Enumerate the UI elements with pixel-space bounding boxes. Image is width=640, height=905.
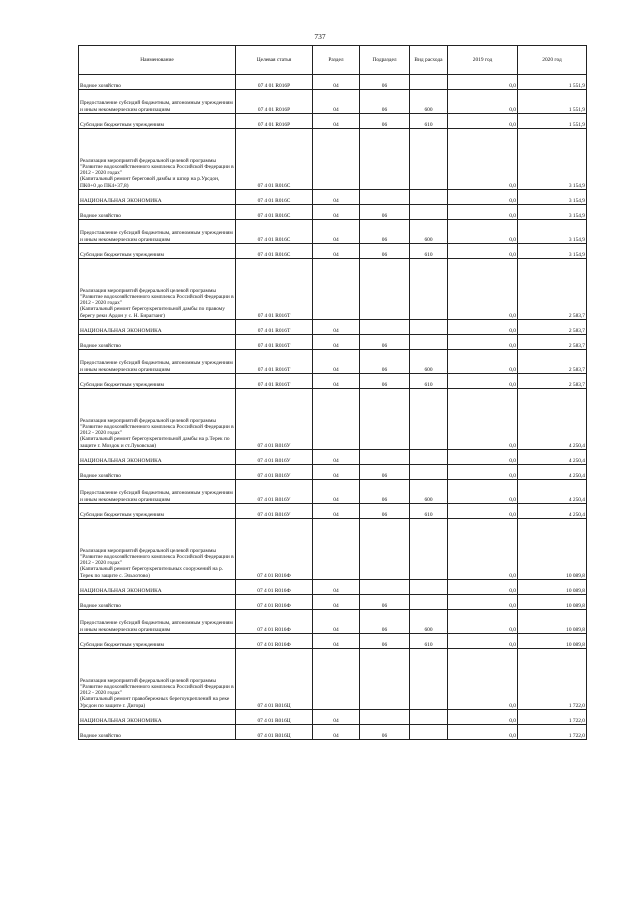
table-row (79, 710, 587, 725)
row-name: Реализация мероприятий федеральной целевой программы "Развитие водохозяйственного комплекса Российской Федерации в 2012 - 2020 годах" (Капитальный ремонт береговой дамбы и шпор на р.Урсдон, ПК0+0 до ПК4+37,8) (79, 129, 236, 190)
row-2020-value: 10 089,8 (518, 595, 587, 610)
page-number: 737 (314, 32, 326, 41)
row-expense-type (410, 190, 448, 205)
row-subsection (360, 519, 410, 580)
row-expense-type (410, 519, 448, 580)
row-name: Водное хозяйство (79, 205, 236, 220)
row-section (313, 649, 360, 710)
table-row (79, 90, 587, 114)
row-section (313, 389, 360, 450)
row-section: 04 (313, 450, 360, 465)
row-subsection: 06 (360, 350, 410, 374)
col-subsection-header: Подраздел (360, 46, 410, 75)
row-2020-value: 10 089,8 (518, 634, 587, 649)
row-2020-value: 2 583,7 (518, 350, 587, 374)
row-2019-value: 0,0 (448, 190, 518, 205)
row-subsection: 06 (360, 504, 410, 519)
row-2020-value: 2 583,7 (518, 374, 587, 389)
row-name: Субсидии бюджетным учреждениям (79, 634, 236, 649)
row-subsection (360, 710, 410, 725)
row-expense-type (410, 725, 448, 740)
row-subsection (360, 580, 410, 595)
row-expense-type (410, 710, 448, 725)
row-2020-value: 2 583,7 (518, 259, 587, 320)
col-section-header: Раздел (313, 46, 360, 75)
row-target-article: 07 4 01 R016P (236, 75, 313, 90)
row-expense-type (410, 320, 448, 335)
row-name: Водное хозяйство (79, 335, 236, 350)
row-subsection: 06 (360, 244, 410, 259)
row-name: Субсидии бюджетным учреждениям (79, 504, 236, 519)
row-2020-value: 3 154,9 (518, 220, 587, 244)
row-subsection: 06 (360, 610, 410, 634)
row-2019-value: 0,0 (448, 710, 518, 725)
row-2019-value: 0,0 (448, 244, 518, 259)
row-2019-value: 0,0 (448, 465, 518, 480)
row-2020-value: 4 250,4 (518, 450, 587, 465)
row-target-article: 07 4 01 R016Ф (236, 519, 313, 580)
row-section: 04 (313, 504, 360, 519)
row-2020-value: 2 583,7 (518, 335, 587, 350)
row-2020-value: 4 250,4 (518, 480, 587, 504)
table-row (79, 129, 587, 190)
row-2020-value: 4 250,4 (518, 504, 587, 519)
row-2019-value: 0,0 (448, 504, 518, 519)
table-row (79, 350, 587, 374)
row-subsection: 06 (360, 205, 410, 220)
row-target-article: 07 4 01 R016T (236, 374, 313, 389)
col-2019-header: 2019 год (448, 46, 518, 75)
row-2019-value: 0,0 (448, 450, 518, 465)
row-section: 04 (313, 205, 360, 220)
row-target-article: 07 4 01 R016T (236, 350, 313, 374)
table-row (79, 335, 587, 350)
row-expense-type: 610 (410, 504, 448, 519)
row-target-article: 07 4 01 R016T (236, 335, 313, 350)
row-expense-type (410, 335, 448, 350)
row-section: 04 (313, 610, 360, 634)
row-name: НАЦИОНАЛЬНАЯ ЭКОНОМИКА (79, 710, 236, 725)
row-expense-type: 600 (410, 610, 448, 634)
row-target-article: 07 4 01 R016У (236, 465, 313, 480)
row-target-article: 07 4 01 R016У (236, 480, 313, 504)
col-target-article-header: Целевая статья (236, 46, 313, 75)
row-2019-value: 0,0 (448, 519, 518, 580)
table-row (79, 649, 587, 710)
row-2019-value: 0,0 (448, 205, 518, 220)
row-expense-type (410, 389, 448, 450)
row-name: Предоставление субсидий бюджетным, автономным учреждениям и иным некоммерческим организациям (79, 220, 236, 244)
row-2020-value: 1 551,9 (518, 90, 587, 114)
row-2020-value: 4 250,4 (518, 389, 587, 450)
row-2020-value: 4 250,4 (518, 465, 587, 480)
table-row (79, 320, 587, 335)
row-section: 04 (313, 374, 360, 389)
row-target-article: 07 4 01 R016Ф (236, 610, 313, 634)
row-2019-value: 0,0 (448, 114, 518, 129)
row-section (313, 259, 360, 320)
row-name: НАЦИОНАЛЬНАЯ ЭКОНОМИКА (79, 320, 236, 335)
row-name: НАЦИОНАЛЬНАЯ ЭКОНОМИКА (79, 450, 236, 465)
row-2019-value: 0,0 (448, 389, 518, 450)
row-name: Субсидии бюджетным учреждениям (79, 244, 236, 259)
row-target-article: 07 4 01 R016С (236, 205, 313, 220)
row-name: Предоставление субсидий бюджетным, автономным учреждениям и иным некоммерческим организациям (79, 350, 236, 374)
row-expense-type: 610 (410, 244, 448, 259)
row-2019-value: 0,0 (448, 595, 518, 610)
row-subsection (360, 389, 410, 450)
row-2020-value: 1 722,0 (518, 649, 587, 710)
row-2020-value: 2 583,7 (518, 320, 587, 335)
row-expense-type (410, 75, 448, 90)
row-subsection: 06 (360, 220, 410, 244)
table-row (79, 610, 587, 634)
row-section: 04 (313, 190, 360, 205)
row-subsection (360, 649, 410, 710)
table-row (79, 205, 587, 220)
row-2019-value: 0,0 (448, 129, 518, 190)
row-expense-type: 610 (410, 634, 448, 649)
row-expense-type (410, 595, 448, 610)
row-section: 04 (313, 465, 360, 480)
row-subsection: 06 (360, 595, 410, 610)
row-subsection: 06 (360, 465, 410, 480)
row-subsection: 06 (360, 725, 410, 740)
table-row (79, 450, 587, 465)
table-row (79, 190, 587, 205)
row-expense-type: 610 (410, 374, 448, 389)
table-row (79, 244, 587, 259)
row-target-article: 07 4 01 R016У (236, 504, 313, 519)
row-name: Водное хозяйство (79, 595, 236, 610)
row-subsection (360, 129, 410, 190)
row-2019-value: 0,0 (448, 725, 518, 740)
row-name: Предоставление субсидий бюджетным, автономным учреждениям и иным некоммерческим организациям (79, 480, 236, 504)
table-row (79, 725, 587, 740)
row-name: НАЦИОНАЛЬНАЯ ЭКОНОМИКА (79, 580, 236, 595)
row-name: Субсидии бюджетным учреждениям (79, 114, 236, 129)
row-section: 04 (313, 710, 360, 725)
col-2020-header: 2020 год (518, 46, 587, 75)
row-subsection: 06 (360, 114, 410, 129)
row-section: 04 (313, 595, 360, 610)
row-2019-value: 0,0 (448, 580, 518, 595)
row-expense-type: 600 (410, 480, 448, 504)
row-2020-value: 3 154,9 (518, 129, 587, 190)
row-name: Водное хозяйство (79, 725, 236, 740)
row-2019-value: 0,0 (448, 480, 518, 504)
row-target-article: 07 4 01 R016С (236, 190, 313, 205)
row-section: 04 (313, 350, 360, 374)
row-section (313, 519, 360, 580)
row-expense-type: 600 (410, 220, 448, 244)
row-2019-value: 0,0 (448, 374, 518, 389)
row-2020-value: 1 551,9 (518, 114, 587, 129)
row-2020-value: 10 089,8 (518, 610, 587, 634)
row-target-article: 07 4 01 R016У (236, 389, 313, 450)
row-subsection (360, 259, 410, 320)
row-section (313, 129, 360, 190)
row-2019-value: 0,0 (448, 220, 518, 244)
row-2019-value: 0,0 (448, 350, 518, 374)
row-target-article: 07 4 01 R016Ц (236, 649, 313, 710)
row-section: 04 (313, 335, 360, 350)
row-name: Реализация мероприятий федеральной целевой программы "Развитие водохозяйственного комплекса Российской Федерации в 2012 - 2020 годах" (Капитальный ремонт берегоукрепительной дамбы на р.Терек по защите г. Моздок и ст.Луковская) (79, 389, 236, 450)
row-name: Водное хозяйство (79, 75, 236, 90)
row-subsection: 06 (360, 90, 410, 114)
row-target-article: 07 4 01 R016Ц (236, 725, 313, 740)
row-target-article: 07 4 01 R016С (236, 129, 313, 190)
row-2020-value: 3 154,9 (518, 205, 587, 220)
header-row (79, 46, 587, 75)
row-2019-value: 0,0 (448, 634, 518, 649)
table-row (79, 75, 587, 90)
row-expense-type (410, 259, 448, 320)
row-subsection: 06 (360, 75, 410, 90)
row-2020-value: 1 722,0 (518, 725, 587, 740)
row-name: Реализация мероприятий федеральной целевой программы "Развитие водохозяйственного комплекса Российской Федерации в 2012 - 2020 годах" (Капитальный ремонт берегоукрепительных сооружений на р. Терек по защите с. Эльхотово) (79, 519, 236, 580)
row-target-article: 07 4 01 R016У (236, 450, 313, 465)
row-target-article: 07 4 01 R016T (236, 259, 313, 320)
row-2020-value: 3 154,9 (518, 190, 587, 205)
row-target-article: 07 4 01 R016P (236, 90, 313, 114)
row-2020-value: 3 154,9 (518, 244, 587, 259)
row-expense-type: 610 (410, 114, 448, 129)
table-row (79, 220, 587, 244)
row-target-article: 07 4 01 R016Ф (236, 634, 313, 649)
row-expense-type (410, 580, 448, 595)
row-subsection: 06 (360, 634, 410, 649)
col-expense-type-header: Вид расхода (410, 46, 448, 75)
row-section: 04 (313, 90, 360, 114)
row-2019-value: 0,0 (448, 649, 518, 710)
row-2019-value: 0,0 (448, 335, 518, 350)
row-2019-value: 0,0 (448, 259, 518, 320)
table-body (79, 75, 587, 740)
row-2020-value: 1 551,9 (518, 75, 587, 90)
row-2020-value: 1 722,0 (518, 710, 587, 725)
row-subsection (360, 450, 410, 465)
row-name: Предоставление субсидий бюджетным, автономным учреждениям и иным некоммерческим организациям (79, 90, 236, 114)
table-row (79, 595, 587, 610)
row-section: 04 (313, 114, 360, 129)
row-subsection (360, 320, 410, 335)
row-subsection: 06 (360, 374, 410, 389)
table-row (79, 634, 587, 649)
row-expense-type (410, 465, 448, 480)
row-2019-value: 0,0 (448, 75, 518, 90)
table-row (79, 259, 587, 320)
row-target-article: 07 4 01 R016Ф (236, 595, 313, 610)
row-section: 04 (313, 220, 360, 244)
row-target-article: 07 4 01 R016T (236, 320, 313, 335)
row-target-article: 07 4 01 R016Ц (236, 710, 313, 725)
row-expense-type: 600 (410, 350, 448, 374)
table-row (79, 465, 587, 480)
table-row (79, 389, 587, 450)
table-row (79, 519, 587, 580)
row-expense-type: 600 (410, 90, 448, 114)
row-subsection: 06 (360, 335, 410, 350)
row-target-article: 07 4 01 R016С (236, 220, 313, 244)
table-row (79, 504, 587, 519)
row-expense-type (410, 205, 448, 220)
row-2020-value: 10 089,8 (518, 580, 587, 595)
row-section: 04 (313, 725, 360, 740)
row-2019-value: 0,0 (448, 610, 518, 634)
row-name: НАЦИОНАЛЬНАЯ ЭКОНОМИКА (79, 190, 236, 205)
table-row (79, 374, 587, 389)
budget-table (78, 45, 587, 740)
row-target-article: 07 4 01 R016С (236, 244, 313, 259)
row-name: Реализация мероприятий федеральной целевой программы "Развитие водохозяйственного комплекса Российской Федерации в 2012 - 2020 годах" (Капитальный ремонт берегоукрепительной дамбы по правому берегу реки Ардон у с. Н. Бирагзанг) (79, 259, 236, 320)
row-section: 04 (313, 634, 360, 649)
row-name: Реализация мероприятий федеральной целевой программы "Развитие водохозяйственного комплекса Российской Федерации в 2012 - 2020 годах" (Капитальный ремонт правобережных берегоукреплений на реке Урсдон по защите г. Дигора) (79, 649, 236, 710)
row-section: 04 (313, 480, 360, 504)
row-expense-type (410, 649, 448, 710)
row-2019-value: 0,0 (448, 320, 518, 335)
row-expense-type (410, 129, 448, 190)
row-name: Субсидии бюджетным учреждениям (79, 374, 236, 389)
row-expense-type (410, 450, 448, 465)
row-target-article: 07 4 01 R016Ф (236, 580, 313, 595)
row-section: 04 (313, 75, 360, 90)
row-name: Предоставление субсидий бюджетным, автономным учреждениям и иным некоммерческим организациям (79, 610, 236, 634)
row-section: 04 (313, 580, 360, 595)
row-section: 04 (313, 320, 360, 335)
row-name: Водное хозяйство (79, 465, 236, 480)
col-name-header: Наименование (79, 46, 236, 75)
table-row (79, 480, 587, 504)
row-target-article: 07 4 01 R016P (236, 114, 313, 129)
table-row (79, 114, 587, 129)
row-section: 04 (313, 244, 360, 259)
row-subsection (360, 190, 410, 205)
row-2019-value: 0,0 (448, 90, 518, 114)
row-subsection: 06 (360, 480, 410, 504)
row-2020-value: 10 089,8 (518, 519, 587, 580)
table-row (79, 580, 587, 595)
